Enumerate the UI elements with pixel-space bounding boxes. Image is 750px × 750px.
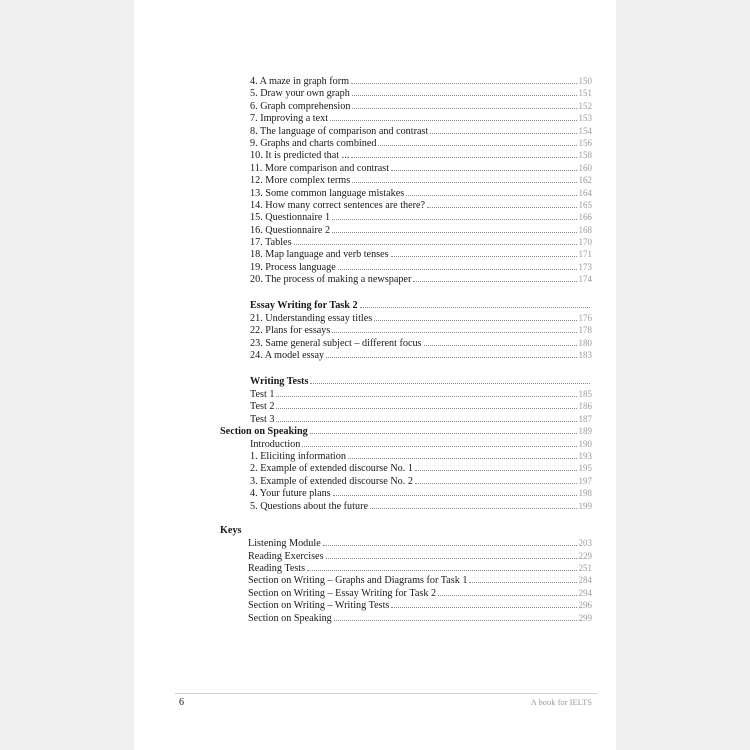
toc-entry-page: 174 <box>578 274 592 285</box>
toc-entry <box>220 137 592 149</box>
toc-entry <box>220 236 592 248</box>
dot-leader <box>352 95 577 96</box>
toc-entry-page: 197 <box>578 475 592 486</box>
essay-writing-section <box>220 300 592 362</box>
toc-entry <box>220 324 592 336</box>
toc-entry <box>220 388 592 400</box>
toc-entry-title: 5. Draw your own graph <box>250 88 350 100</box>
toc-entry <box>220 87 592 99</box>
dot-leader <box>406 195 576 196</box>
toc-entry <box>220 273 592 285</box>
toc-entry-title: Test 3 <box>250 413 275 425</box>
dot-leader <box>338 269 577 270</box>
toc-entry-title: 22. Plans for essays <box>250 325 331 337</box>
toc-entry-title: 2. Example of extended discourse No. 1 <box>250 463 413 475</box>
toc-entry-page: 178 <box>578 325 592 336</box>
dot-leader <box>276 396 576 397</box>
toc-entry-page: 166 <box>578 212 592 223</box>
dot-leader <box>415 483 577 484</box>
toc-entry <box>220 75 592 87</box>
toc-entry-page: 162 <box>578 175 592 186</box>
toc-entry-page: 168 <box>578 224 592 235</box>
toc-entry-title: 14. How many correct sentences are there? <box>250 199 426 211</box>
toc-entry-page: 251 <box>578 563 592 574</box>
dot-leader <box>351 83 576 84</box>
dot-leader <box>370 508 577 509</box>
toc-entry-title: 18. Map language and verb tenses <box>250 249 389 261</box>
toc-entry <box>220 211 592 223</box>
toc-entry <box>220 261 592 273</box>
toc-entry <box>220 248 592 260</box>
writing-task1-list <box>220 75 592 286</box>
toc-entry <box>220 149 592 161</box>
toc-entry-page: 158 <box>578 150 592 161</box>
toc-entry-page: 229 <box>578 550 592 561</box>
toc-entry-title: Section on Writing – Essay Writing for Task 2 <box>248 587 437 599</box>
part-heading <box>220 425 592 437</box>
toc-entry <box>220 413 592 425</box>
toc-entry-title: Section on Speaking <box>248 612 332 624</box>
toc-entry-page: 198 <box>578 488 592 499</box>
section-heading <box>220 376 592 388</box>
page-number: 6 <box>179 697 184 708</box>
dot-leader <box>307 570 576 571</box>
toc-entry <box>220 400 592 412</box>
toc-entry-title: 4. Your future plans <box>250 488 331 500</box>
toc-entry-title: Section on Writing – Writing Tests <box>248 600 390 612</box>
toc-entry-page: 186 <box>578 401 592 412</box>
toc-entry <box>220 500 592 512</box>
dot-leader <box>302 446 576 447</box>
dot-leader <box>310 383 590 384</box>
toc-entry-page: 153 <box>578 113 592 124</box>
toc-entry <box>220 438 592 450</box>
toc-entry <box>220 100 592 112</box>
keys-section <box>220 525 592 624</box>
toc-entry-page: 165 <box>578 199 592 210</box>
toc-entry-page: 180 <box>578 337 592 348</box>
dot-leader <box>424 345 577 346</box>
part-heading-page: 189 <box>578 426 592 437</box>
toc-entry <box>220 587 592 599</box>
dot-leader <box>334 620 577 621</box>
toc-entry-page: 187 <box>578 413 592 424</box>
toc-entry-page: 294 <box>578 587 592 598</box>
toc-entry-title: 12. More complex terms <box>250 175 351 187</box>
toc-entry-page: 164 <box>578 187 592 198</box>
part-heading <box>220 525 592 537</box>
toc-entry <box>220 224 592 236</box>
dot-leader <box>469 582 576 583</box>
toc-entry-title: 13. Some common language mistakes <box>250 187 405 199</box>
dot-leader <box>352 182 576 183</box>
toc-entry <box>220 487 592 499</box>
toc-entry-page: 203 <box>578 538 592 549</box>
dot-leader <box>391 170 576 171</box>
toc-entry-title: Introduction <box>250 438 301 450</box>
toc-entry-title: 16. Questionnaire 2 <box>250 224 331 236</box>
speaking-section <box>220 425 592 512</box>
toc-entry-title: Listening Module <box>248 538 321 550</box>
dot-leader <box>332 332 576 333</box>
dot-leader <box>330 120 576 121</box>
toc-entry-title: 5. Questions about the future <box>250 500 368 512</box>
toc-entry-page: 176 <box>578 313 592 324</box>
toc-entry-title: 7. Improving a text <box>250 113 329 125</box>
toc-entry-page: 185 <box>578 388 592 399</box>
dot-leader <box>332 219 576 220</box>
toc-entry-title: 20. The process of making a newspaper <box>250 274 412 286</box>
toc-entry-title: 23. Same general subject – different focus <box>250 337 422 349</box>
toc-entry-page: 171 <box>578 249 592 260</box>
toc-entry-title: 24. A model essay <box>250 350 325 362</box>
toc-entry <box>220 612 592 624</box>
table-of-contents <box>220 75 592 624</box>
dot-leader <box>374 320 576 321</box>
dot-leader <box>276 421 576 422</box>
toc-entry-title: Test 1 <box>250 388 275 400</box>
toc-entry <box>220 599 592 611</box>
toc-entry-page: 296 <box>578 600 592 611</box>
toc-entry-title: Reading Exercises <box>248 550 324 562</box>
toc-entry <box>220 475 592 487</box>
toc-entry <box>220 112 592 124</box>
toc-entry-page: 195 <box>578 463 592 474</box>
toc-entry-page: 156 <box>578 137 592 148</box>
dot-leader <box>310 433 577 434</box>
toc-entry-page: 284 <box>578 575 592 586</box>
toc-entry <box>220 550 592 562</box>
toc-entry-title: 21. Understanding essay titles <box>250 313 373 325</box>
section-heading-title: Essay Writing for Task 2 <box>250 299 358 311</box>
running-footer-title: A book for IELTS <box>530 697 592 707</box>
dot-leader <box>326 357 576 358</box>
toc-entry-page: 170 <box>578 237 592 248</box>
dot-leader <box>323 545 577 546</box>
toc-entry <box>220 562 592 574</box>
toc-entry-page: 199 <box>578 500 592 511</box>
toc-entry <box>220 537 592 549</box>
toc-entry-title: 4. A maze in graph form <box>250 76 350 87</box>
toc-entry-title: 11. More comparison and contrast <box>250 162 390 174</box>
dot-leader <box>415 470 577 471</box>
toc-entry-title: 10. It is predicted that ... <box>250 150 350 162</box>
toc-entry-title: 8. The language of comparison and contrast <box>250 125 429 137</box>
dot-leader <box>438 595 576 596</box>
toc-entry-page: 299 <box>578 612 592 623</box>
toc-entry <box>220 574 592 586</box>
dot-leader <box>332 232 576 233</box>
dot-leader <box>294 244 577 245</box>
toc-entry-title: 19. Process language <box>250 261 336 273</box>
toc-entry-page: 193 <box>578 450 592 461</box>
toc-entry-title: Reading Tests <box>248 563 306 575</box>
dot-leader <box>430 133 576 134</box>
toc-entry-title: 9. Graphs and charts combined <box>250 137 377 149</box>
toc-entry-title: 1. Eliciting information <box>250 450 346 462</box>
toc-entry-title: 6. Graph comprehension <box>250 100 351 112</box>
dot-leader <box>333 495 577 496</box>
toc-entry-page: 150 <box>578 76 592 86</box>
toc-entry <box>220 199 592 211</box>
dot-leader <box>413 281 576 282</box>
toc-entry-page: 160 <box>578 162 592 173</box>
toc-entry-page: 151 <box>578 88 592 99</box>
toc-entry <box>220 312 592 324</box>
toc-entry <box>220 450 592 462</box>
toc-entry <box>220 349 592 361</box>
toc-entry-title: 3. Example of extended discourse No. 2 <box>250 475 413 487</box>
toc-entry-page: 154 <box>578 125 592 136</box>
toc-entry <box>220 174 592 186</box>
toc-entry <box>220 462 592 474</box>
dot-leader <box>352 108 576 109</box>
dot-leader <box>391 607 576 608</box>
toc-entry-page: 183 <box>578 350 592 361</box>
dot-leader <box>391 256 577 257</box>
dot-leader <box>348 458 577 459</box>
dot-leader <box>378 145 576 146</box>
part-heading-title: Section on Speaking <box>220 426 308 438</box>
part-heading-title: Keys <box>220 524 242 536</box>
toc-entry-title: Test 2 <box>250 401 275 413</box>
toc-entry-page: 190 <box>578 438 592 449</box>
section-heading-title: Writing Tests <box>250 375 309 387</box>
toc-entry-page: 152 <box>578 100 592 111</box>
footer-divider <box>175 693 597 694</box>
dot-leader <box>351 157 576 158</box>
toc-entry-page: 173 <box>578 261 592 272</box>
toc-entry <box>220 337 592 349</box>
dot-leader <box>360 307 590 308</box>
toc-entry <box>220 187 592 199</box>
section-heading <box>220 300 592 312</box>
toc-entry <box>220 162 592 174</box>
dot-leader <box>276 408 576 409</box>
dot-leader <box>326 558 577 559</box>
toc-entry-title: 15. Questionnaire 1 <box>250 212 331 224</box>
writing-tests-section <box>220 376 592 426</box>
toc-entry <box>220 125 592 137</box>
dot-leader <box>427 207 576 208</box>
toc-entry-title: Section on Writing – Graphs and Diagrams for Task 1 <box>248 575 468 587</box>
toc-entry-title: 17. Tables <box>250 237 292 249</box>
